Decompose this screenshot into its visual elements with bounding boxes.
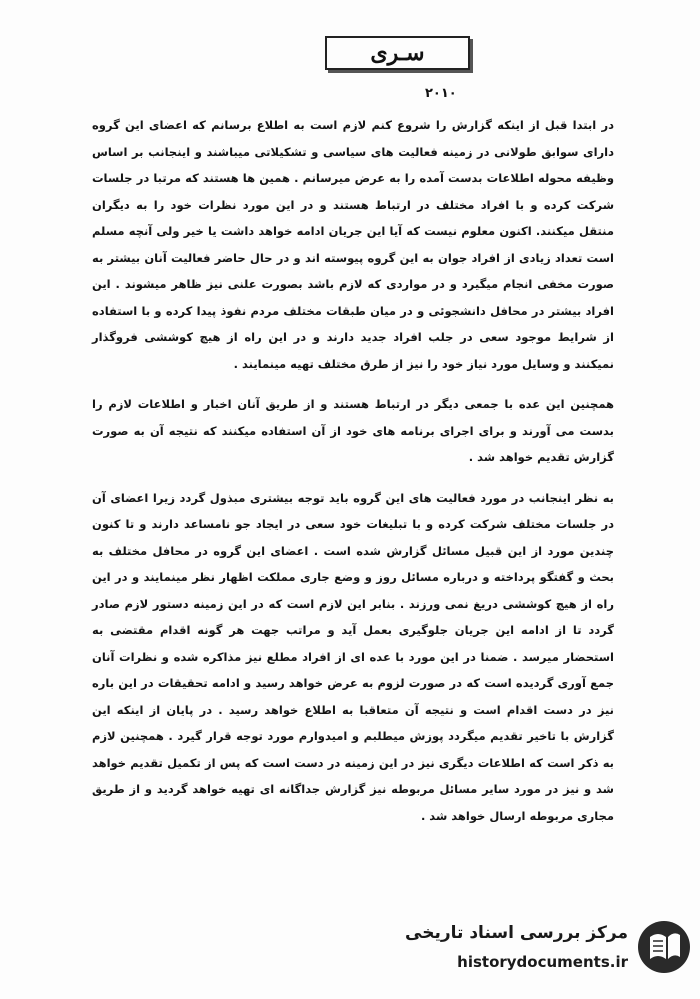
archive-watermark [392, 909, 692, 989]
watermark-title: مرکز بررسی اسناد تاریخی [405, 923, 628, 943]
paragraph-2: همچنین این عده با جمعی دیگر در ارتباط هستند و از طریق آنان اخبار و اطلاعات لازم را بدست می آورند و برای اجرای برنامه های خود از آن استفاده میکنند که نتیجه آن به صورت گزارش تقدیم خواهد شد . [92, 397, 614, 464]
paragraph-1: در ابتدا قبل از اینکه گزارش را شروع کنم لازم است به اطلاع برسانم که اعضای این گروه دارای سوابق طولانی در زمینه فعالیت های سیاسی و تشکیلاتی میباشند و اینجانب بر اساس وظیفه محوله اطلاعات بدست آمده را به عرض میرسانم . همین ها هستند که مرتبا در جلسات شرکت کرده و با افراد مختلف در ارتباط هستند و در این مورد نظرات خود را به دیگران منتقل میکنند. اکنون معلوم نیست که آیا این جریان ادامه خواهد داشت یا خیر ولی آنچه مسلم است تعداد زیادی از افراد جوان به این گروه پیوسته اند و در حال حاضر فعالیت آنان بیشتر به صورت مخفی انجام میگیرد و در مواردی که لازم باشد بصورت علنی نیز ظاهر میشوند . این افراد بیشتر در محافل دانشجوئی و در میان طبقات مختلف مردم نفوذ پیدا کرده و با استفاده از شرایط موجود سعی در جلب افراد جدید دارند و در این راه از هیچ کوششی فروگذار نمیکنند و وسایل مورد نیاز خود را نیز از طرق مختلف تهیه مینمایند . [92, 118, 614, 371]
document-number: ۲۰۱۰ [425, 86, 457, 101]
archive-logo-icon [636, 919, 692, 975]
classification-text: سـری [370, 40, 425, 66]
classification-stamp [325, 36, 470, 70]
document-body [92, 112, 614, 829]
watermark-url: historydocuments.ir [457, 953, 628, 971]
paragraph-3: به نظر اینجانب در مورد فعالیت های این گروه باید توجه بیشتری مبذول گردد زیرا اعضای آن در جلسات مختلف شرکت کرده و با تبلیغات خود سعی در ایجاد جو نامساعد دارند و تا کنون چندین مورد از این قبیل مسائل گزارش شده است . اعضای این گروه در محافل مختلف به بحث و گفتگو پرداخته و درباره مسائل روز و وضع جاری مملکت اظهار نظر مینمایند و در این راه از هیچ کوششی دریغ نمی ورزند . بنابر این لازم است که در این زمینه دستور لازم صادر گردد تا از ادامه این جریان جلوگیری بعمل آید و مراتب جهت هر گونه اقدام مقتضی به استحضار میرسد . ضمنا در این مورد با عده ای از افراد مطلع نیز مذاکره شده و نظرات آنان جمع آوری گردیده است که در صورت لزوم به عرض خواهد رسید و ادامه تحقیقات در این باره نیز در دست اقدام است و نتیجه آن متعاقبا به اطلاع خواهد رسید . در پایان از اینکه این گزارش با تاخیر تقدیم میگردد پوزش میطلبم و امیدوارم مورد توجه قرار گیرد . همچنین لازم به ذکر است که اطلاعات دیگری نیز در این زمینه در دست است که پس از تکمیل تقدیم خواهد شد و نیز در مورد سایر مسائل مربوطه نیز گزارش جداگانه ای تهیه خواهد گردید و از طریق مجاری مربوطه ارسال خواهد شد . [92, 490, 614, 823]
